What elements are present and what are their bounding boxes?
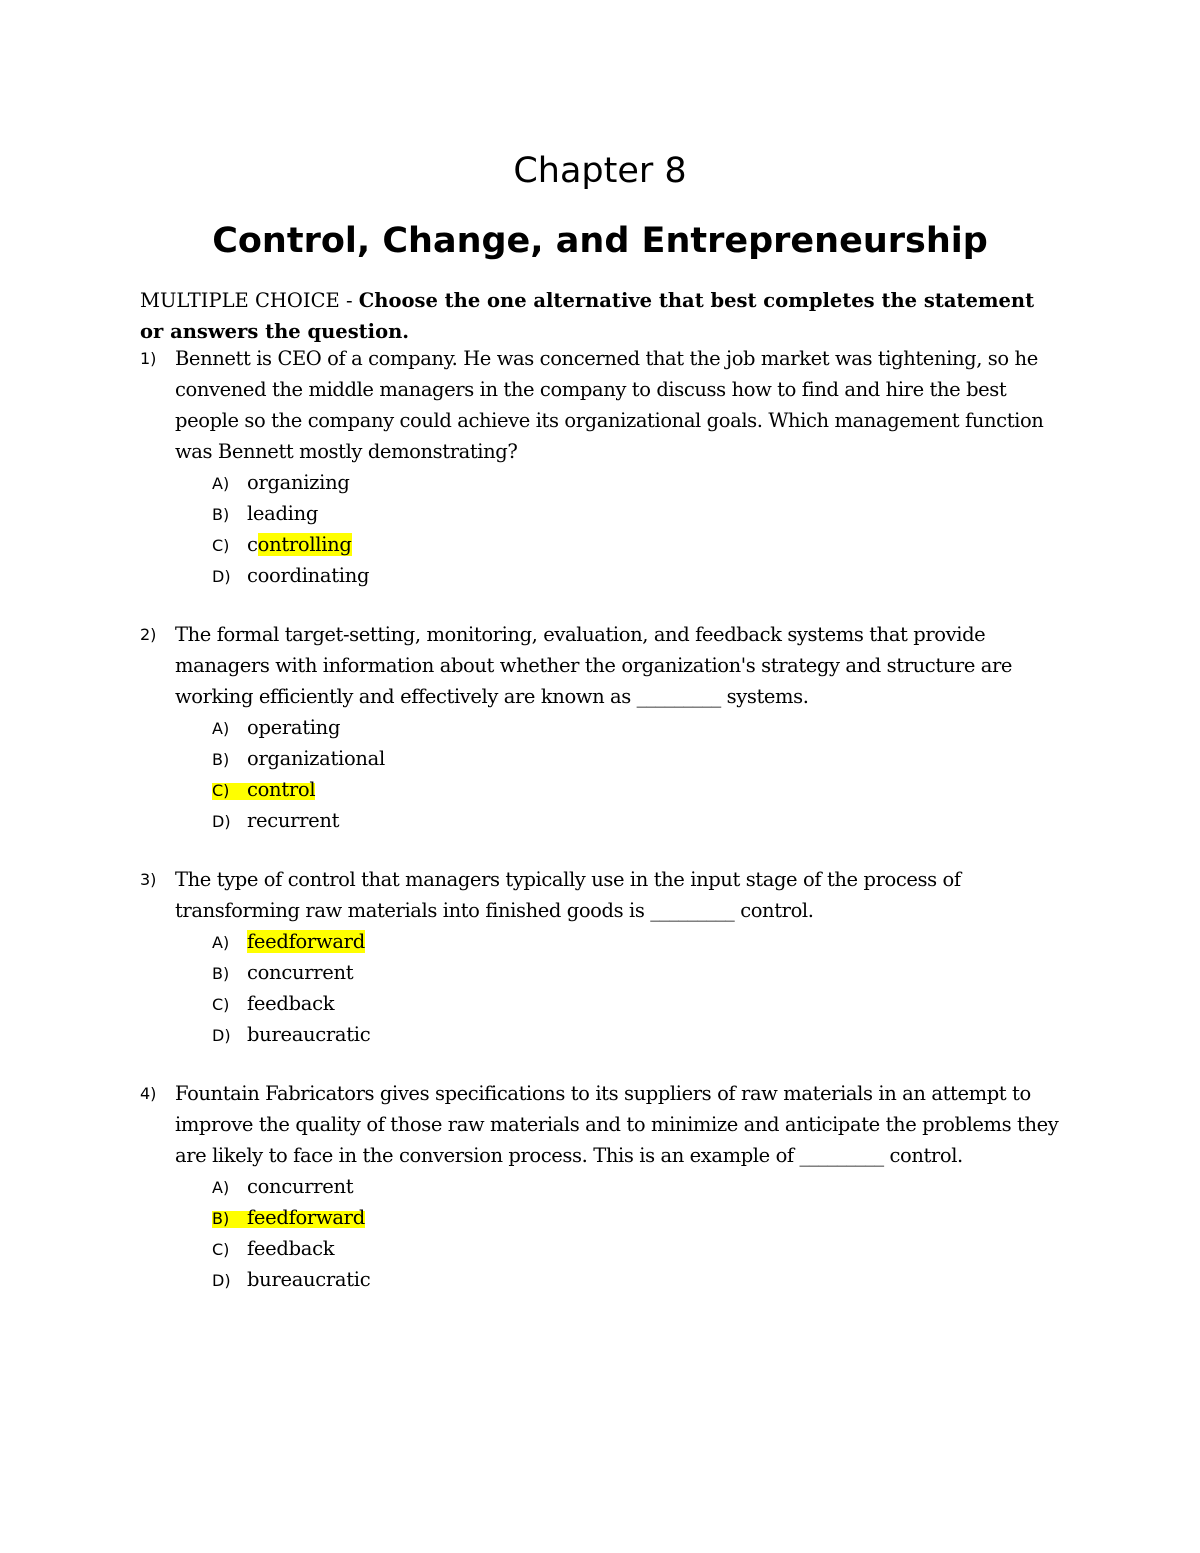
option-letter: A): [212, 933, 230, 952]
answer-option-correct: [212, 1202, 1060, 1233]
option-letter: A): [212, 1178, 230, 1197]
option-letter: B): [212, 505, 230, 524]
answer-option: [212, 1233, 1060, 1264]
option-text: bureaucratic: [247, 1268, 371, 1291]
answer-option: [212, 560, 1060, 591]
answer-option-correct: [212, 926, 1060, 957]
option-letter: B): [212, 964, 230, 983]
highlighted-answer: [212, 778, 316, 801]
instructions-separator: -: [339, 289, 359, 312]
question-number: 3): [140, 870, 157, 889]
chapter-title: Control, Change, and Entrepreneurship: [212, 221, 988, 261]
option-text: concurrent: [247, 961, 354, 984]
question-1: [140, 343, 1060, 591]
option-text: organizing: [247, 471, 350, 494]
answer-option: [212, 712, 1060, 743]
chapter-heading: Chapter 8: [513, 151, 687, 191]
option-letter: D): [212, 567, 231, 586]
option-text: feedforward: [247, 1206, 365, 1229]
answer-option: [212, 1171, 1060, 1202]
instructions: [140, 285, 1060, 347]
option-text: feedback: [247, 1237, 335, 1260]
option-letter: C): [212, 1240, 230, 1259]
option-text: recurrent: [247, 809, 340, 832]
option-letter: A): [212, 474, 230, 493]
option-letter: D): [212, 1026, 231, 1045]
option-letter: C): [212, 781, 230, 800]
question-list: [140, 343, 1060, 1323]
highlighted-answer: [212, 1206, 365, 1229]
highlighted-answer: ontrolling: [257, 533, 352, 556]
answer-option: [212, 498, 1060, 529]
option-text: leading: [247, 502, 319, 525]
option-text: control: [247, 778, 316, 801]
highlighted-answer: feedforward: [247, 930, 365, 953]
answer-option: [212, 1019, 1060, 1050]
option-letter: A): [212, 719, 230, 738]
question-number: 2): [140, 625, 157, 644]
question-4: [140, 1078, 1060, 1295]
question-number: 1): [140, 349, 157, 368]
option-letter: C): [212, 995, 230, 1014]
option-text: feedback: [247, 992, 335, 1015]
instructions-text: Choose the one alternative that best completes the statement or answers the question.: [140, 289, 1035, 343]
instructions-head: MULTIPLE CHOICE: [140, 289, 340, 312]
option-letter: B): [212, 1209, 230, 1228]
answer-option: [212, 805, 1060, 836]
answer-options: [140, 712, 1060, 836]
answer-option: [212, 743, 1060, 774]
answer-option: [212, 957, 1060, 988]
answer-option: [212, 988, 1060, 1019]
question-text: The formal target-setting, monitoring, evaluation, and feedback systems that provide managers with information about whether the organization's strategy and structure are working efficiently and effectively are known as _________ systems.: [175, 623, 1013, 708]
option-letter: C): [212, 536, 230, 555]
answer-options: [140, 467, 1060, 591]
option-letter: D): [212, 812, 231, 831]
option-text: organizational: [247, 747, 385, 770]
question-2: [140, 619, 1060, 836]
answer-options: [140, 1171, 1060, 1295]
question-text: Fountain Fabricators gives specifications to its suppliers of raw materials in an attempt to improve the quality of those raw materials and to minimize and anticipate the problems they are likely to face in the conversion process. This is an example of _________ control.: [175, 1082, 1059, 1167]
option-text: coordinating: [247, 564, 370, 587]
question-3: [140, 864, 1060, 1050]
option-letter: B): [212, 750, 230, 769]
option-text-prefix: c: [247, 533, 258, 556]
question-number: 4): [140, 1084, 157, 1103]
option-text: bureaucratic: [247, 1023, 371, 1046]
option-text: operating: [247, 716, 341, 739]
question-text: Bennett is CEO of a company. He was concerned that the job market was tightening, so he convened the middle managers in the company to discuss how to find and hire the best people so the company could achieve its organizational goals. Which management function was Bennett mostly demonstrating?: [175, 347, 1044, 463]
question-text: The type of control that managers typically use in the input stage of the process of transforming raw materials into finished goods is _________ control.: [175, 868, 961, 922]
option-text: concurrent: [247, 1175, 354, 1198]
answer-option-correct: [212, 774, 1060, 805]
answer-option: [212, 1264, 1060, 1295]
answer-option-correct: [212, 529, 1060, 560]
answer-option: [212, 467, 1060, 498]
option-letter: D): [212, 1271, 231, 1290]
answer-options: [140, 926, 1060, 1050]
